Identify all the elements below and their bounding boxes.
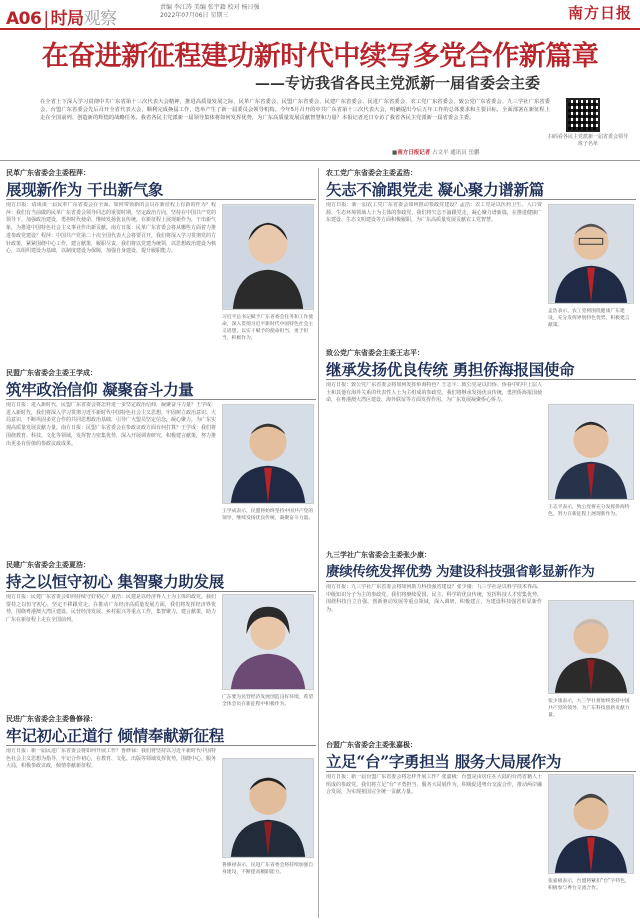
photo-caption: 广东要为民营经济发展创造良好环境，希望全体会员在新征程中积极作为。 <box>222 695 314 707</box>
person-icon <box>223 405 313 503</box>
column-divider <box>318 168 319 918</box>
article-section <box>326 168 636 200</box>
portrait-photo <box>548 600 634 694</box>
photo-caption: 张少康表示，九三学社将始终坚持中国共产党的领导，为广东科技创新贡献力量。 <box>548 699 630 718</box>
person-icon <box>549 405 633 499</box>
section-kicker: 台盟广东省委会主委张嘉极： <box>326 741 417 749</box>
section-title: 持之以恒守初心 集智聚力助发展 <box>6 572 224 591</box>
article-text: 南方日报：致公党广东省委会将如何发挥侨海特色？王志平：致公党是以归侨、侨眷中的中上层人士和其他有海外关系的代表性人士为主组成的参政党。我们将继承发扬优良传统，勇担侨海报国使命，在粤港澳大湾区建设、海外联谊等方面发挥作用，为广东发展凝聚侨心侨力。 <box>326 382 542 404</box>
portrait-photo <box>222 594 314 690</box>
portrait-photo <box>548 204 634 304</box>
person-icon <box>223 759 313 857</box>
main-title: 在奋进新征程建功新时代中续写多党合作新篇章 <box>41 41 599 72</box>
photo-caption: 王学成表示，民盟将始终坚持中国共产党的领导，继续发扬优良传统，凝聚奋斗力量。 <box>222 509 314 521</box>
article-text: 南方日报：九三学社广东省委会将如何助力科技强省建设？张少康：九三学社是以科学技术界高、中级知识分子为主的参政党，我们将赓续爱国、民主、科学的优良传统，发挥科技人才密集优势，围绕科技自立自强、创新驱动发展等重点领域，深入调研，积极建言，为建设科技强省彰显新作为。 <box>326 584 542 614</box>
qr-code-icon[interactable] <box>566 98 600 132</box>
portrait-photo <box>222 404 314 504</box>
section-kicker: 民革广东省委会主委程萍： <box>6 169 90 177</box>
subtitle: ——专访我省各民主党派新一届省委会主委 <box>254 74 540 92</box>
article-text: 南方日报：新一届民进广东省委会将如何开展工作？鲁修禄：我们将坚持以习近平新时代中国特色社会主义思想为指导，牢记合作初心，在教育、文化、出版等领域发挥优势，围绕中心，服务大局，积极参政议政，倾情奉献新征程。 <box>6 748 216 770</box>
portrait-photo <box>548 404 634 500</box>
portrait-photo <box>222 204 314 310</box>
article-text: 南方日报：新一届台盟广东省委会将怎样开展工作？张嘉极：台盟是由居住在大陆的台湾省籍人士组成的参政党。我们将立足“台”字勇担当，服务大局展作为，积极促进粤台交流合作，推动两岸融合发展，为实现祖国完全统一贡献力量。 <box>326 774 542 796</box>
section-kicker: 民建广东省委会主委夏浩： <box>6 561 90 569</box>
section-title: 立足“台”字勇担当 服务大局展作为 <box>326 752 562 771</box>
photo-caption: 王志平表示，致公党将充分发挥侨海特色，努力在新征程上展现新作为。 <box>548 505 630 517</box>
section-title: 筑牢政治信仰 凝聚奋斗力量 <box>6 380 194 399</box>
article-text: 南方日报：请谈谈一届民革广东省委会在全面、如何带领新的会员在新征程上有新的作为？程萍：我们有当前做的民革广东省委会领导同志的重要时期，坚定政治方向，坚持在中国共产党的领导下，加强政治建设，勇担时代使命，继续发扬优良传统，在新征程上展现新作为，干出新气象，为推进中国特色社会主义事业作出新贡献。南方日报：民革广东省委会将从哪些方面着力推进参政党建设？程萍：中国共产党第二十次全国代表大会将要召开，我们将深入学习贯彻党的方针政策，紧紧围绕中心工作，建言献策，履职尽责。我们将以党建为统领，以思想政治建设为核心，以组织建设为基础，以制度建设为保障，加强自身建设，提升履职能力。 <box>6 202 216 255</box>
article-text: 南方日报：民建广东省委会如何持续守好初心？夏浩：民建是以经济界人士为主体的政党，我们要持之以恒守初心，坚定不移跟党走。在推动广东经济高质量发展方面，我们将发挥经济界优势，围绕粤港澳大湾区建设、民营经济发展、乡村振兴等重点工作，集智聚力，建言献策，助力广东在新征程上走在全国前列。 <box>6 594 216 624</box>
article-section <box>6 168 316 200</box>
section-title: 矢志不渝跟党走 凝心聚力谱新篇 <box>326 180 544 199</box>
portrait-photo <box>548 774 634 874</box>
person-icon <box>223 595 313 689</box>
editor-meta: 责编 李江涛 美编 张宇籍 校对 杨日强 2022年07月06日 星期三 <box>160 4 260 19</box>
qr-caption: 扫码看各民主党派新一届省委会领导班子名单 <box>548 134 629 147</box>
photo-caption: 习近平总书记赋予广东省委会任务和工作使命，深入贯彻习近平新时代中国特色社会主义思想，以实干赋予的使命担当，勇于担当，积极作为。 <box>222 315 314 341</box>
section-kicker: 民进广东省委会主委鲁修禄： <box>6 715 97 723</box>
article-section <box>326 550 636 582</box>
section-title: 展现新作为 干出新气象 <box>6 180 164 199</box>
article-section <box>326 740 636 772</box>
newspaper-logo: 南方日报 <box>567 4 632 22</box>
article-section <box>6 560 316 592</box>
section-kicker: 民盟广东省委会主委王学成： <box>6 369 97 377</box>
person-icon <box>549 775 633 873</box>
divider <box>0 160 640 161</box>
section-title: 牢记初心正道行 倾情奉献新征程 <box>6 726 224 745</box>
article-section <box>326 348 636 380</box>
column-name: 观察 <box>83 9 117 29</box>
section-title: 赓续传统发挥优势 为建设科技强省彰显新作为 <box>326 564 595 580</box>
portrait-photo <box>222 758 314 858</box>
article-text: 南方日报：新一届农工党广东省委会如何推动参政党建设？孟浩：农工党是以医药卫生、人口资源、生态环境领域人士为主体的参政党，我们将矢志不渝跟党走，凝心聚力谱新篇，在推进健康广东建设、生态文明建设等方面积极履职，为广东高质量发展贡献农工党智慧。 <box>326 202 542 224</box>
article-section <box>6 368 316 400</box>
person-icon <box>549 601 633 693</box>
person-icon <box>549 205 633 303</box>
intro-text: 在全省上下深入学习贯彻中共广东省第十三次代表大会精神，推进高质量发展之际，民革广东省委会、民盟广东省委会、民建广东省委会、民进广东省委会、农工党广东省委会、致公党广东省委会、九三学社广东省委会、台盟广东省委会先后召开全省代表大会，顺利完成换届工作，选举产生了新一届委员会领导机构。今年5月召开的中共广东省第十三次代表大会，明确提出今后五年工作的总体要求和主要目标，全面部署在新征程上走在全国前列、创造新的辉煌的战略任务。我省各民主党派新一届领导集体将如何发挥优势，为广东高质量发展贡献智慧和力量？本报记者近日专访了我省各民主党派新一届省委会主委。 <box>40 99 550 122</box>
person-icon <box>223 205 313 309</box>
page-header <box>0 0 640 30</box>
section-kicker: 致公党广东省委会主委王志平： <box>326 349 424 357</box>
photo-caption: 孟浩表示，农工党将围绕健康广东建设，充分发挥界别特色优势，积极建言献策。 <box>548 309 630 328</box>
article-text: 南方日报：进入新时代，民盟广东省委会将怎样进一步坚定政治信仰，凝聚奋斗力量？王学成：进入新时代，我们将深入学习贯彻习近平新时代中国特色社会主义思想，牢固树立政治意识、大局意识，不断巩固多党合作的共同思想政治基础，引导广大盟员坚定信念，凝心聚力，为广东实现高质量发展贡献力量。南方日报：民盟广东省委会在参政议政方面有何打算？王学成：我们将围绕教育、科技、文化等领域，发挥智力密集优势，深入开展调查研究，积极建言献策，努力推出更多有价值的参政议政成果。 <box>6 402 216 447</box>
section-title: 继承发扬优良传统 勇担侨海报国使命 <box>326 360 575 379</box>
page-number: A06 | 时局观察 <box>6 9 117 29</box>
photo-caption: 张嘉极表示，台盟将紧扣“台”字特色，积极参与粤台交流合作。 <box>548 879 630 891</box>
byline: ■南方日报记者 占文平 通讯员 岳鹏 <box>392 150 480 156</box>
article-section <box>6 714 316 746</box>
section-kicker: 农工党广东省委会主委孟浩： <box>326 169 417 177</box>
photo-caption: 鲁修禄表示，民进广东省委会将持续加强自身建设，不断提高履职能力。 <box>222 863 314 875</box>
section-kicker: 九三学社广东省委会主委张少康： <box>326 551 431 559</box>
